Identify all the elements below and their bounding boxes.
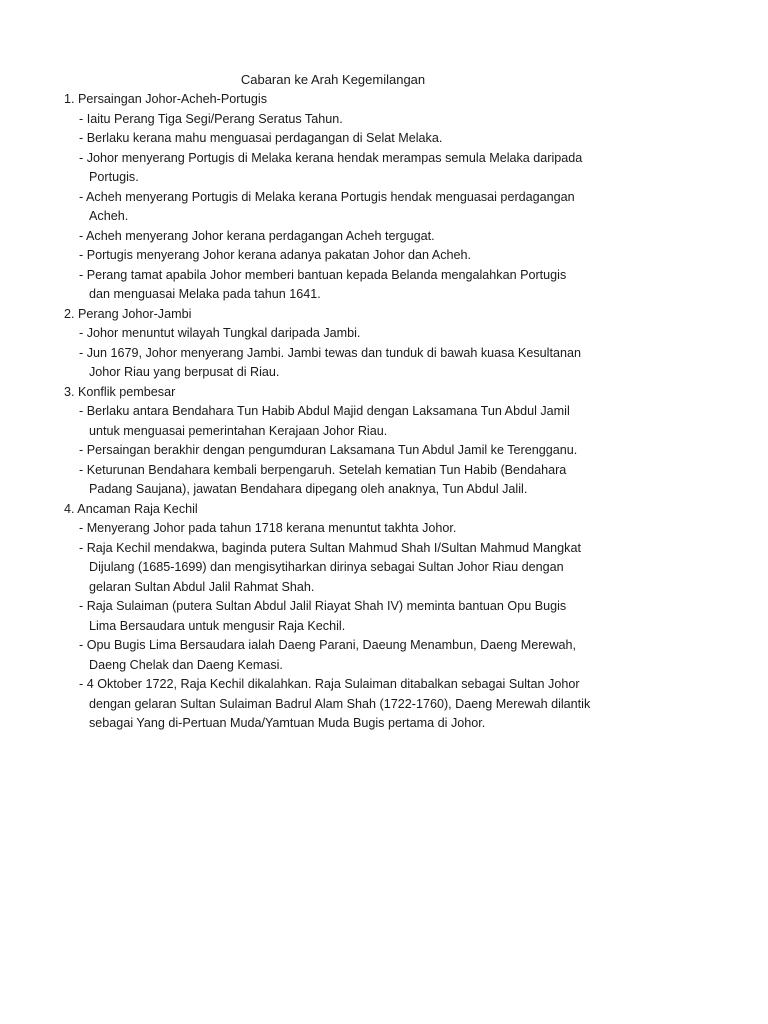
bullet-text: - 4 Oktober 1722, Raja Kechil dikalahkan. Raja Sulaiman ditabalkan sebagai Sultan Johor — [79, 677, 580, 691]
bullet-item — [64, 461, 624, 500]
bullet-item — [64, 110, 624, 130]
bullet-item — [64, 402, 624, 441]
section-heading: 1. Persaingan Johor-Acheh-Portugis — [64, 92, 268, 106]
bullet-item — [64, 597, 624, 636]
bullet-text: - Perang tamat apabila Johor memberi bantuan kepada Belanda mengalahkan Portugis — [79, 267, 567, 282]
bullet-item — [64, 344, 624, 383]
bullet-item — [64, 129, 624, 149]
bullet-continuation-text: untuk menguasai pemerintahan Kerajaan Johor Riau. — [89, 423, 388, 438]
bullet-text: - Raja Kechil mendakwa, baginda putera Sultan Mahmud Shah I/Sultan Mahmud Mangkat — [79, 540, 581, 555]
bullet-continuation-text: Dijulang (1685-1699) dan mengisytiharkan dirinya sebagai Sultan Johor Riau dengan — [89, 560, 564, 574]
bullet-item — [64, 675, 624, 734]
bullet-item — [64, 227, 624, 247]
bullet-continuation-text: Acheh. — [89, 209, 129, 223]
bullet-text: - Johor menyerang Portugis di Melaka kerana hendak merampas semula Melaka daripada — [79, 150, 583, 165]
bullet-item — [64, 519, 624, 539]
bullet-text: - Berlaku antara Bendahara Tun Habib Abdul Majid dengan Laksamana Tun Abdul Jamil — [79, 404, 570, 418]
bullet-continuation-text: dengan gelaran Sultan Sulaiman Badrul Alam Shah (1722-1760), Daeng Merewah dilantik — [89, 696, 591, 711]
bullet-text: - Raja Sulaiman (putera Sultan Abdul Jalil Riayat Shah IV) meminta bantuan Opu Bugis — [79, 599, 567, 613]
bullet-continuation-text: Portugis. — [89, 170, 139, 184]
bullet-item — [64, 149, 624, 188]
document-title: Cabaran ke Arah Kegemilangan — [240, 72, 426, 87]
bullet-text: - Opu Bugis Lima Bersaudara ialah Daeng Parani, Daeung Menambun, Daeng Merewah, — [79, 638, 577, 652]
bullet-item — [64, 246, 624, 266]
section-heading: 3. Konflik pembesar — [64, 384, 176, 399]
bullet-continuation-text: Lima Bersaudara untuk mengusir Raja Kechil. — [89, 618, 346, 633]
bullet-continuation-text: Johor Riau yang berpusat di Riau. — [89, 365, 280, 379]
bullet-text: - Persaingan berakhir dengan pengumduran Laksamana Tun Abdul Jamil ke Terengganu. — [79, 443, 578, 457]
section-heading: 4. Ancaman Raja Kechil — [64, 501, 198, 516]
bullet-text: - Berlaku kerana mahu menguasai perdagangan di Selat Melaka. — [79, 131, 443, 145]
bullet-continuation-text: dan menguasai Melaka pada tahun 1641. — [89, 287, 321, 301]
bullet-text: - Menyerang Johor pada tahun 1718 kerana menuntut takhta Johor. — [79, 521, 457, 535]
bullet-continuation-text: sebagai Yang di-Pertuan Muda/Yamtuan Muda Bugis pertama di Johor. — [89, 716, 486, 730]
bullet-item — [64, 441, 624, 461]
bullet-item — [64, 636, 624, 675]
bullet-item — [64, 539, 624, 598]
bullet-text: - Keturunan Bendahara kembali berpengaruh. Setelah kematian Tun Habib (Bendahara — [79, 462, 567, 477]
bullet-item — [64, 266, 624, 305]
bullet-text: - Jun 1679, Johor menyerang Jambi. Jambi tewas dan tunduk di bawah kuasa Kesultanan — [79, 345, 581, 360]
bullet-text: - Portugis menyerang Johor kerana adanya pakatan Johor dan Acheh. — [79, 248, 472, 262]
document-body — [64, 90, 624, 734]
bullet-continuation-text: gelaran Sultan Abdul Jalil Rahmat Shah. — [89, 579, 315, 594]
bullet-continuation-text: Daeng Chelak dan Daeng Kemasi. — [89, 657, 283, 672]
bullet-item — [64, 324, 624, 344]
bullet-item — [64, 188, 624, 227]
bullet-text: - Johor menuntut wilayah Tungkal daripada Jambi. — [79, 326, 361, 340]
bullet-continuation-text: Padang Saujana), jawatan Bendahara dipegang oleh anaknya, Tun Abdul Jalil. — [89, 482, 528, 496]
bullet-text: - Acheh menyerang Johor kerana perdagangan Acheh tergugat. — [79, 228, 435, 243]
bullet-text: - Acheh menyerang Portugis di Melaka kerana Portugis hendak menguasai perdagangan — [79, 189, 575, 204]
bullet-text: - Iaitu Perang Tiga Segi/Perang Seratus Tahun. — [79, 111, 343, 126]
section-heading: 2. Perang Johor-Jambi — [64, 306, 192, 321]
